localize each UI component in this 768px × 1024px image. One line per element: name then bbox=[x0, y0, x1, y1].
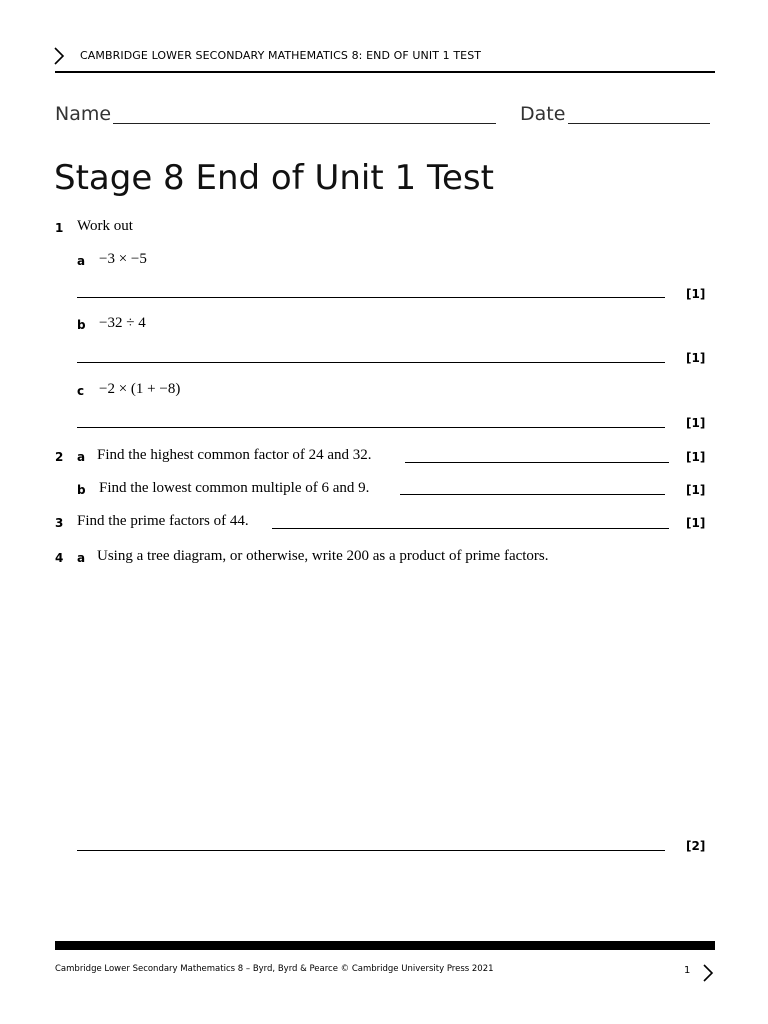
part-label: a bbox=[77, 254, 86, 268]
date-label: Date bbox=[520, 103, 566, 125]
header-divider bbox=[55, 71, 715, 73]
question-text: −32 ÷ 4 bbox=[99, 315, 146, 331]
question-number: 1 bbox=[55, 221, 64, 235]
working-space[interactable] bbox=[77, 575, 665, 830]
chevron-right-icon bbox=[701, 963, 715, 983]
part-label: a bbox=[77, 450, 86, 464]
part-label: b bbox=[77, 483, 86, 497]
question-text: Work out bbox=[77, 218, 133, 234]
question-text: Find the prime factors of 44. bbox=[77, 513, 249, 529]
name-field[interactable] bbox=[113, 123, 496, 124]
answer-line[interactable] bbox=[272, 528, 669, 529]
name-label: Name bbox=[55, 103, 112, 125]
question-text: −2 × (1 + −8) bbox=[99, 381, 181, 397]
footer-copyright: Cambridge Lower Secondary Mathematics 8 – Byrd, Byrd & Pearce © Cambridge University Press 2021 bbox=[55, 964, 494, 974]
question-number: 4 bbox=[55, 551, 64, 565]
page-title: Stage 8 End of Unit 1 Test bbox=[54, 158, 494, 198]
marks-label: [1] bbox=[686, 516, 706, 530]
question-number: 2 bbox=[55, 450, 64, 464]
answer-line[interactable] bbox=[77, 427, 665, 428]
marks-label: [1] bbox=[686, 287, 706, 301]
question-text: −3 × −5 bbox=[99, 251, 147, 267]
marks-label: [1] bbox=[686, 351, 706, 365]
page-number: 1 bbox=[684, 965, 691, 976]
answer-line[interactable] bbox=[77, 362, 665, 363]
date-field[interactable] bbox=[568, 123, 710, 124]
question-number: 3 bbox=[55, 516, 64, 530]
marks-label: [1] bbox=[686, 450, 706, 464]
part-label: c bbox=[77, 384, 85, 398]
marks-label: [2] bbox=[686, 839, 706, 853]
running-title: CAMBRIDGE LOWER SECONDARY MATHEMATICS 8: END OF UNIT 1 TEST bbox=[80, 49, 482, 62]
answer-line[interactable] bbox=[405, 462, 669, 463]
answer-line[interactable] bbox=[400, 494, 665, 495]
answer-line[interactable] bbox=[77, 850, 665, 851]
question-text: Using a tree diagram, or otherwise, write 200 as a product of prime factors. bbox=[97, 548, 549, 564]
answer-line[interactable] bbox=[77, 297, 665, 298]
part-label: a bbox=[77, 551, 86, 565]
marks-label: [1] bbox=[686, 483, 706, 497]
marks-label: [1] bbox=[686, 416, 706, 430]
part-label: b bbox=[77, 318, 86, 332]
chevron-right-icon bbox=[52, 46, 66, 66]
footer-bar bbox=[55, 941, 715, 950]
question-text: Find the highest common factor of 24 and 32. bbox=[97, 447, 372, 463]
question-text: Find the lowest common multiple of 6 and 9. bbox=[99, 480, 370, 496]
